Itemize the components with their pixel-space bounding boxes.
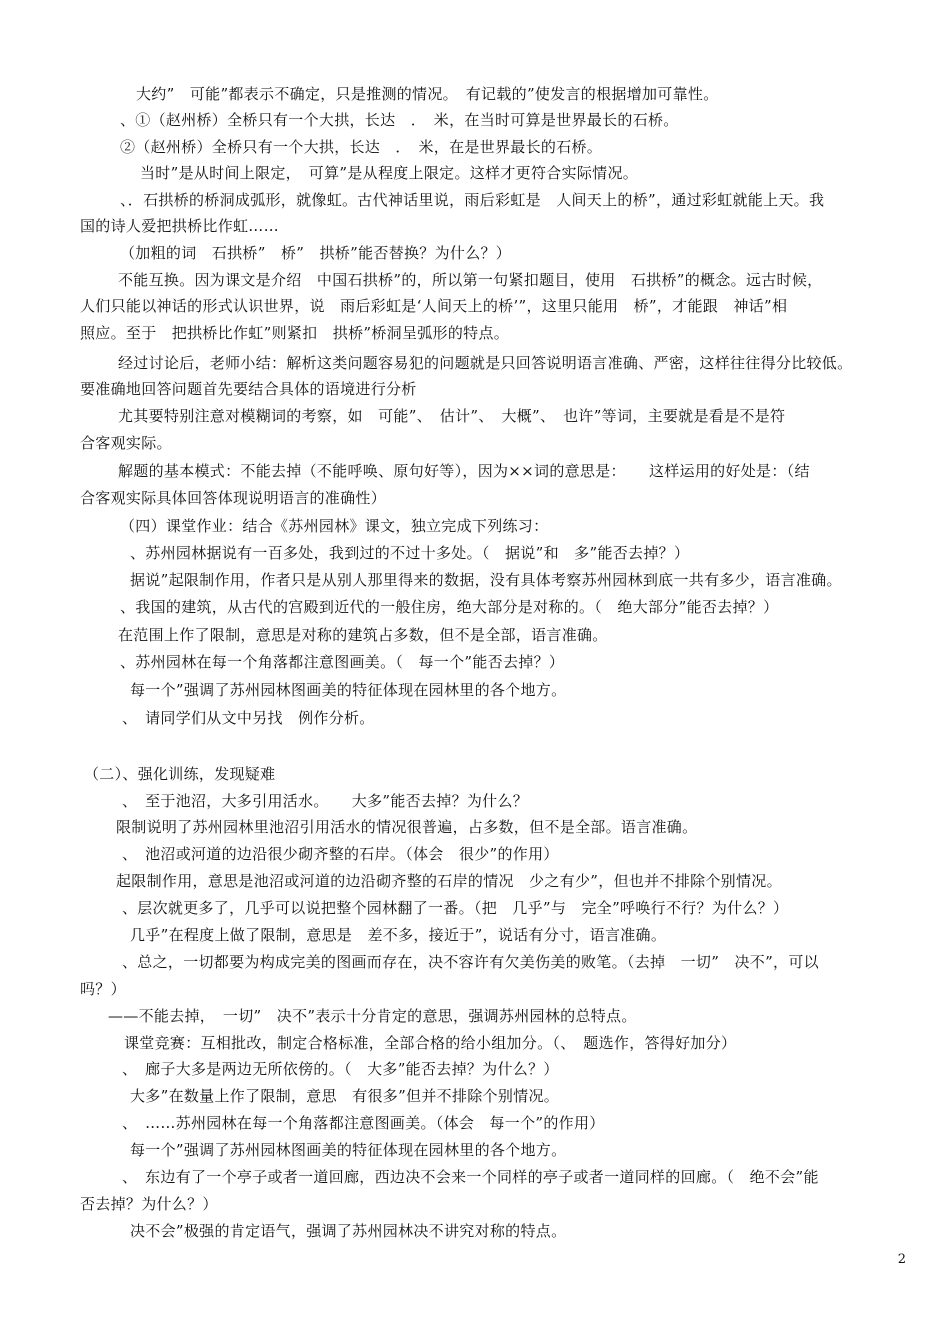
text-line: 、 廊子大多是两边无所依傍的。（ 大多”能否去掉？为什么？） bbox=[122, 1060, 559, 1078]
text-line: 、 ……苏州园林在每一个角落都注意图画美。（体会 每一个”的作用） bbox=[122, 1114, 605, 1132]
text-line: 、 至于池沼，大多引用活水。 大多”能否去掉？为什么？ bbox=[122, 792, 529, 810]
text-line: 在范围上作了限制，意思是对称的建筑占多数，但不是全部，语言准确。 bbox=[118, 626, 608, 644]
text-line: （四）课堂作业：结合《苏州园林》课文，独立完成下列练习： bbox=[120, 517, 549, 535]
text-line: 照应。至于 把拱桥比作虹”则紧扣 拱桥”桥洞呈弧形的特点。 bbox=[80, 324, 510, 342]
text-line: 合客观实际。 bbox=[80, 434, 172, 452]
text-line: 、．石拱桥的桥洞成弧形，就像虹。古代神话里说，雨后彩虹是 人间天上的桥”，通过彩虹就能上天。我 bbox=[120, 191, 825, 209]
text-line: 大多”在数量上作了限制，意思 有很多”但并不排除个别情况。 bbox=[130, 1087, 560, 1105]
text-line: （加粗的词 石拱桥” 桥” 拱桥”能否替换？为什么？） bbox=[120, 244, 512, 262]
text-line: 经过讨论后，老师小结：解析这类问题容易犯的问题就是只回答说明语言准确、严密，这样往往得分比较低。 bbox=[118, 354, 853, 372]
text-line: 人们只能以神话的形式认识世界，说 雨后彩虹是‘人间天上的桥’”，这里只能用 桥”，才能跟 神话”相 bbox=[80, 297, 788, 315]
text-line: 、总之，一切都要为构成完美的图画而存在，决不容许有欠美伤美的败笔。（去掉 一切” 决不”，可以 bbox=[122, 953, 819, 971]
text-line: 、 池沼或河道的边沿很少砌齐整的石岸。（体会 很少”的作用） bbox=[122, 845, 559, 863]
text-line: 据说”起限制作用，作者只是从别人那里得来的数据，没有具体考察苏州园林到底一共有多少，语言准确。 bbox=[130, 571, 842, 589]
text-line: 每一个”强调了苏州园林图画美的特征体现在园林里的各个地方。 bbox=[130, 1141, 567, 1159]
text-line: 、层次就更多了，几乎可以说把整个园林翻了一番。（把 几乎”与 完全”呼唤行不行？为什么？） bbox=[122, 899, 789, 917]
text-line: 大约” 可能”都表示不确定，只是推测的情况。 有记载的”使发言的根据增加可靠性。 bbox=[136, 85, 719, 103]
section-heading: （二）、强化训练，发现疑难 bbox=[84, 765, 276, 783]
text-line: 、 请同学们从文中另找 例作分析。 bbox=[122, 709, 375, 727]
text-line: 要准确地回答问题首先要结合具体的语境进行分析 bbox=[80, 380, 417, 398]
text-line: 不能互换。因为课文是介绍 中国石拱桥”的，所以第一句紧扣题目，使用 石拱桥”的概念。远古时候， bbox=[118, 271, 823, 289]
text-line: 尤其要特别注意对模糊词的考察，如 可能”、 估计”、 大概”、 也许”等词，主要就是看是不是符 bbox=[118, 407, 786, 425]
text-line: 解题的基本模式：不能去掉（不能呼唤、原句好等），因为××词的意思是： 这样运用的好处是：（结 bbox=[118, 462, 810, 480]
text-line: ——不能去掉， 一切” 决不”表示十分肯定的意思，强调苏州园林的总特点。 bbox=[108, 1007, 637, 1025]
text-line: 每一个”强调了苏州园林图画美的特征体现在园林里的各个地方。 bbox=[130, 681, 567, 699]
text-line: 、苏州园林在每一个角落都注意图画美。（ 每一个”能否去掉？） bbox=[120, 653, 565, 671]
text-line: 、我国的建筑，从古代的宫殿到近代的一般住房，绝大部分是对称的。（ 绝大部分”能否去掉？） bbox=[120, 598, 779, 616]
text-line: ②（赵州桥）全桥只有一个大拱，长达 ． 米，在是世界最长的石桥。 bbox=[120, 138, 603, 156]
text-line: 决不会”极强的肯定语气，强调了苏州园林决不讲究对称的特点。 bbox=[130, 1222, 567, 1240]
text-line: 否去掉？为什么？） bbox=[80, 1195, 218, 1213]
text-line: 合客观实际具体回答体现说明语言的准确性） bbox=[80, 489, 387, 507]
text-line: 几乎”在程度上做了限制，意思是 差不多，接近于”，说话有分寸，语言准确。 bbox=[130, 926, 667, 944]
text-line: 当时”是从时间上限定， 可算”是从程度上限定。这样才更符合实际情况。 bbox=[140, 164, 639, 182]
text-line: 课堂竞赛：互相批改，制定合格标准，全部合格的给小组加分。（、 题选作，答得好加分） bbox=[124, 1034, 737, 1052]
page-number: 2 bbox=[897, 1252, 906, 1267]
text-line: 限制说明了苏州园林里池沼引用活水的情况很普遍，占多数，但不是全部。语言准确。 bbox=[116, 818, 698, 836]
text-line: 起限制作用，意思是池沼或河道的边沿砌齐整的石岸的情况 少之有少”，但也并不排除个别情况。 bbox=[116, 872, 782, 890]
text-line: 、苏州园林据说有一百多处，我到过的不过十多处。（ 据说”和 多”能否去掉？） bbox=[130, 544, 690, 562]
text-line: 国的诗人爱把拱桥比作虹…… bbox=[80, 217, 279, 235]
text-line: 、 东边有了一个亭子或者一道回廊，西边决不会来一个同样的亭子或者一道同样的回廊。（ 绝不会”能 bbox=[122, 1168, 819, 1186]
text-line: 吗？） bbox=[80, 980, 126, 998]
text-line: 、①（赵州桥）全桥只有一个大拱，长达 ． 米，在当时可算是世界最长的石桥。 bbox=[120, 111, 679, 129]
